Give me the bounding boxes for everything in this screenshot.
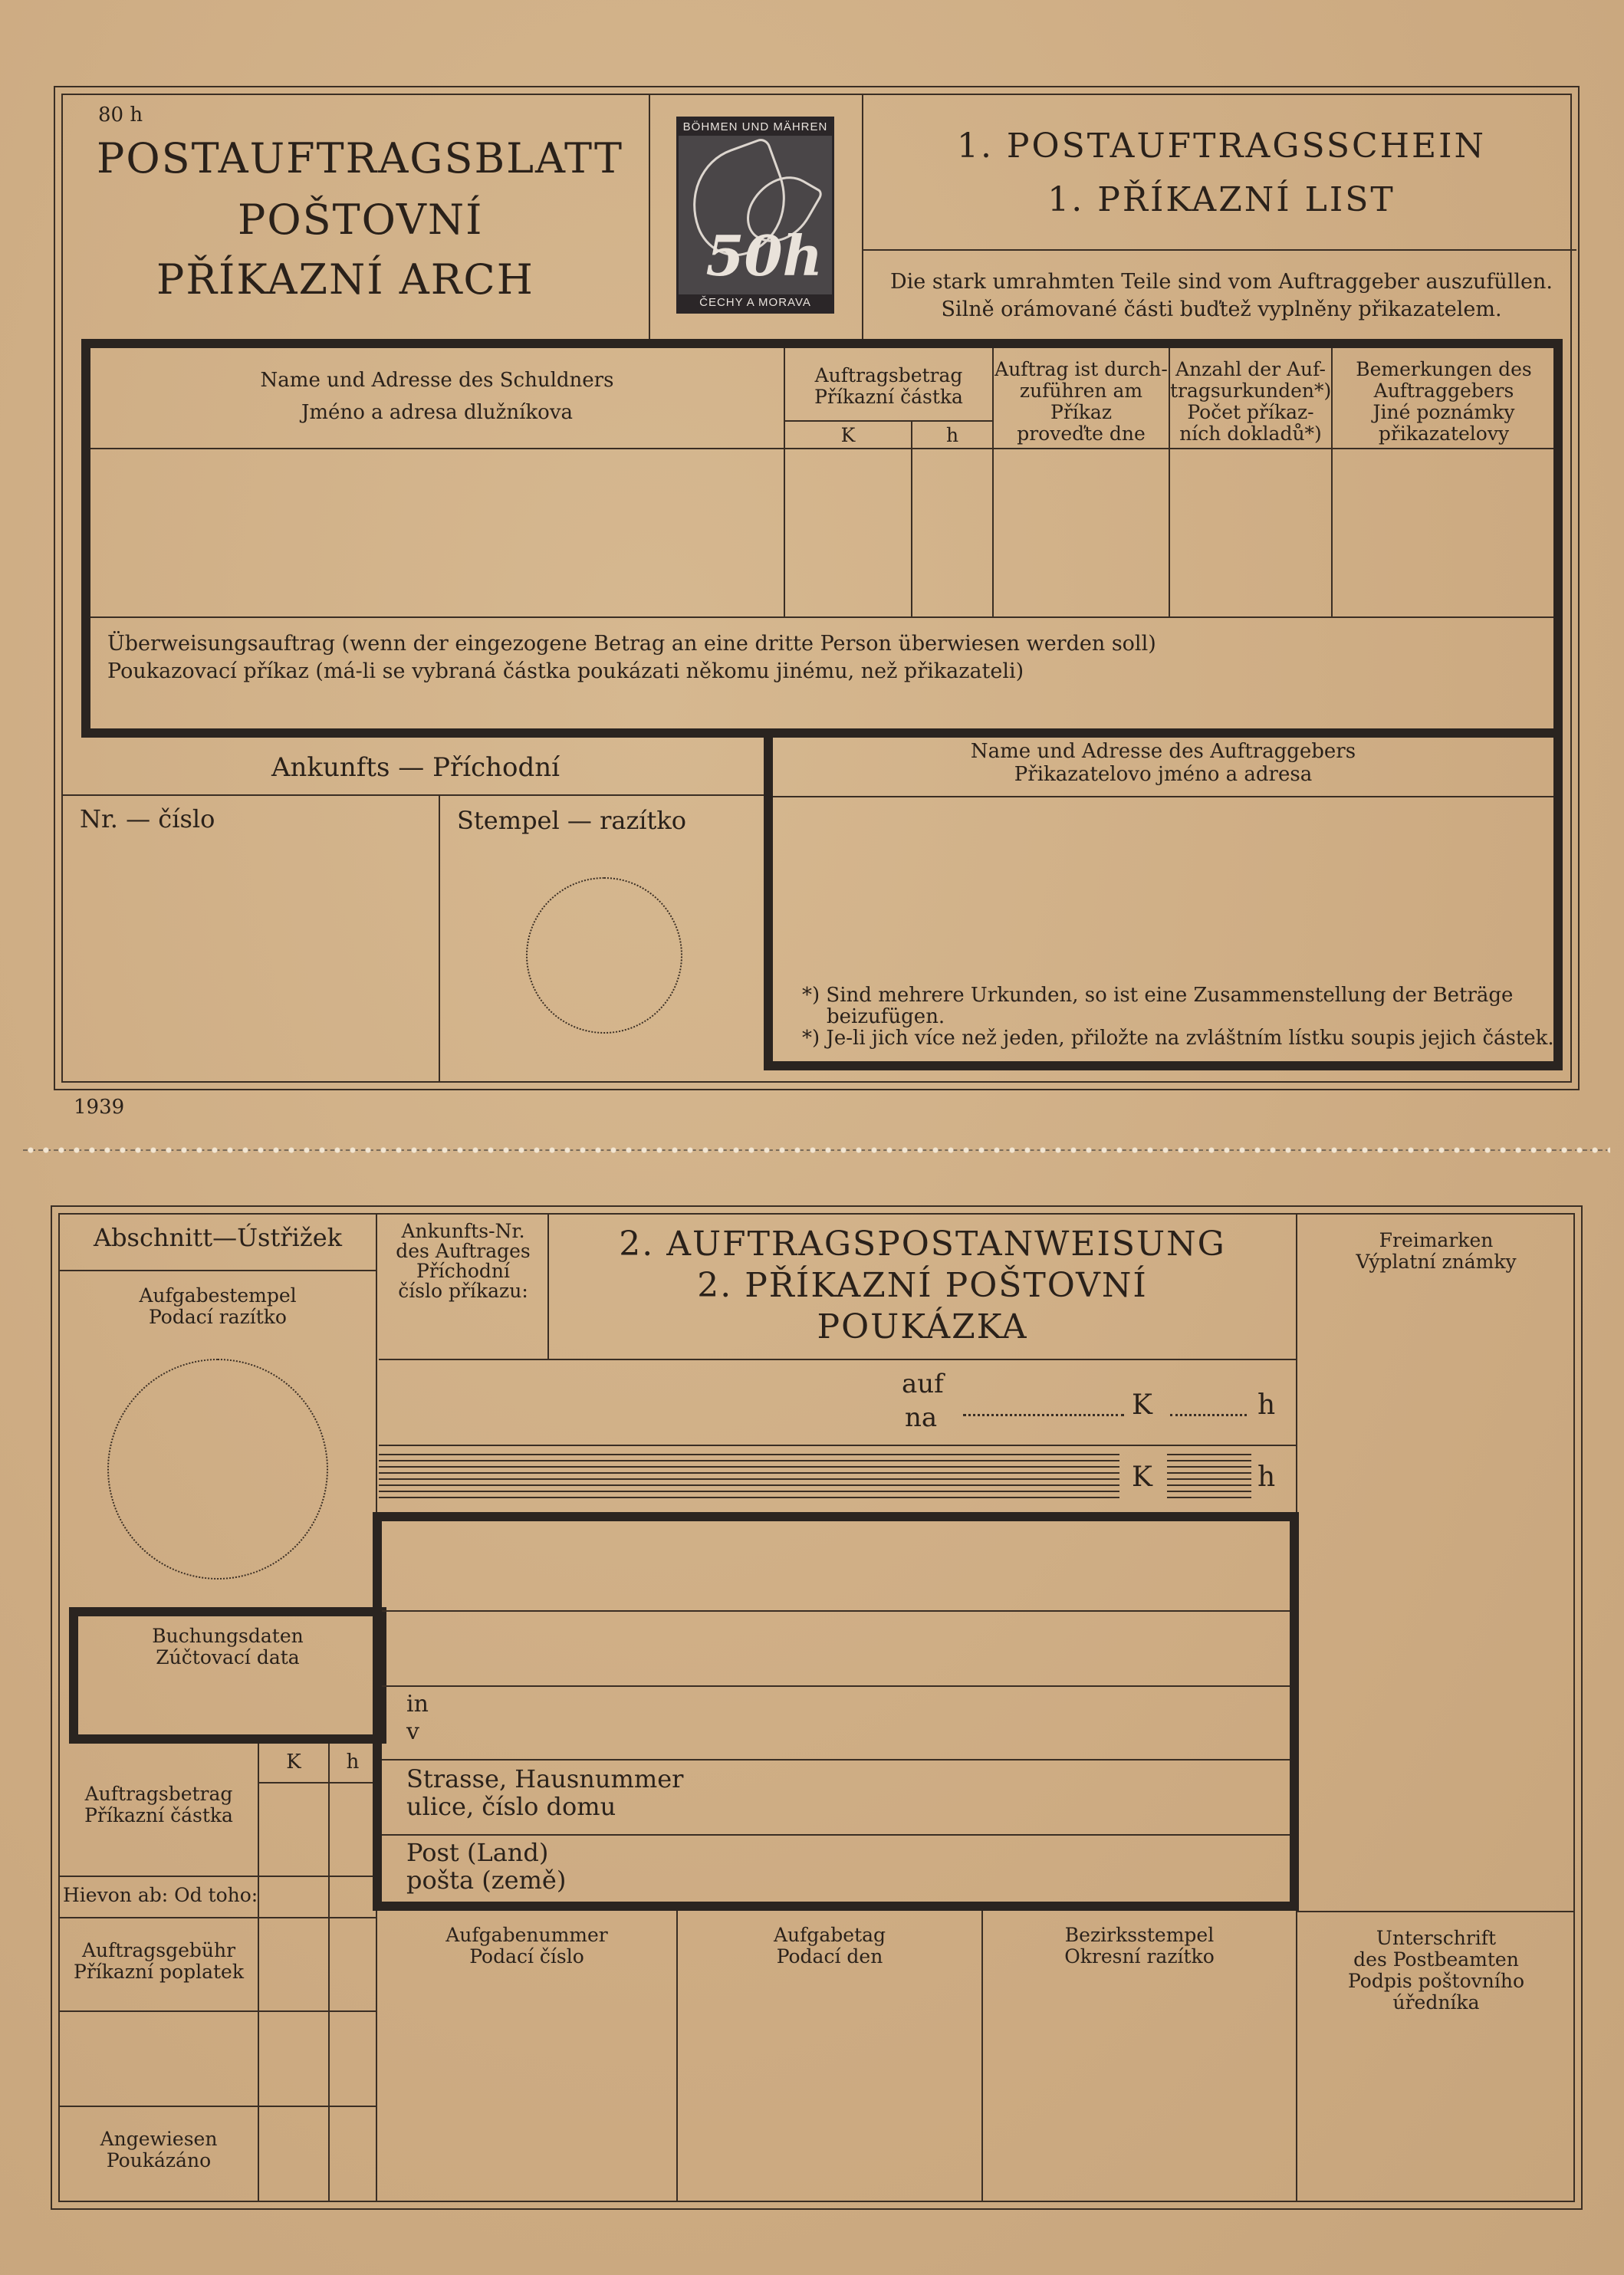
remarks-header-1: Bemerkungen des (1356, 358, 1532, 380)
amount-h-fill (1170, 1414, 1247, 1416)
client-header-de: Name und Adresse des Auftraggebers (970, 740, 1356, 763)
k-column-label: K (286, 1751, 301, 1774)
posting-number-cz: Podací číslo (469, 1945, 584, 1968)
divider (63, 794, 768, 796)
deduction-label: Hievon ab: Od toho: (63, 1884, 258, 1906)
date-header-1: Auftrag ist durch- (994, 358, 1168, 380)
form-title-cz-2: PŘÍKAZNÍ ARCH (156, 255, 534, 304)
divider (60, 1917, 376, 1918)
arrival-heading: Ankunfts — Příchodní (271, 752, 561, 783)
count-header-1: Anzahl der Auf- (1175, 358, 1326, 380)
signature-2: des Postbeamten (1353, 1948, 1519, 1971)
schein-title-de: 1. POSTAUFTRAGSSCHEIN (956, 127, 1487, 166)
na-label: na (905, 1402, 938, 1433)
transfer-order-de: Überweisungsauftrag (wenn der eingezogene Betrag an eine dritte Person überwiesen werden soll) (107, 632, 1156, 656)
divider (1296, 1911, 1573, 1912)
divider (382, 1759, 1290, 1760)
divider (863, 249, 1576, 251)
auf-label: auf (902, 1369, 944, 1399)
stamp-circle-area (526, 877, 682, 1034)
signature-3: Podpis poštovního (1348, 1970, 1524, 1992)
stamp-value: 50h (705, 223, 823, 288)
signature-1: Unterschrift (1376, 1927, 1497, 1949)
divider (439, 794, 440, 1081)
assigned-cz: Poukázáno (106, 2149, 212, 2171)
hatched-h-field (1167, 1454, 1251, 1498)
form-title-cz-1: POŠTOVNÍ (238, 196, 484, 244)
money-order-title-2: 2. PŘÍKAZNÍ POŠTOVNÍ (697, 1266, 1148, 1305)
price-label: 80 h (98, 104, 143, 127)
k-header: K (840, 424, 856, 446)
postage-stamp (676, 117, 834, 314)
instruction-cz: Silně orámované části buďtež vyplněny přikazatelem. (941, 298, 1502, 321)
divider (90, 616, 1553, 618)
form-title-de: POSTAUFTRAGSBLATT (97, 134, 624, 182)
in-label: in (406, 1691, 429, 1718)
divider (382, 1610, 1290, 1612)
date-header-4: proveďte dne (1017, 422, 1146, 445)
posting-day-cz: Podací den (776, 1945, 883, 1968)
divider (60, 2106, 376, 2107)
divider (784, 420, 992, 422)
divider (649, 95, 650, 339)
coupon-amount-de: Auftragsbetrag (84, 1783, 233, 1805)
number-label: Nr. — číslo (80, 804, 215, 833)
transfer-order-cz: Poukazovací příkaz (má-li se vybraná částka poukázati někomu jinému, než přikazateli) (107, 659, 1024, 683)
coupon-amount-cz: Příkazní částka (84, 1804, 233, 1826)
posting-stamp-de: Aufgabestempel (139, 1284, 297, 1307)
stamp-top-text: BÖHMEN UND MÄHREN (679, 119, 832, 136)
remarks-header-2: Auftraggebers (1373, 380, 1514, 402)
district-stamp-cz: Okresní razítko (1064, 1945, 1215, 1968)
divider (258, 1744, 259, 2201)
money-order-title-1: 2. AUFTRAGSPOSTANWEISUNG (619, 1225, 1226, 1264)
k-label-2: K (1132, 1461, 1152, 1493)
order-fee-de: Auftragsgebühr (81, 1939, 236, 1961)
debtor-header-cz: Jméno a adresa dlužníkova (301, 401, 574, 424)
print-year: 1939 (74, 1096, 125, 1119)
k-label: K (1132, 1389, 1152, 1421)
money-order-title-3: POUKÁZKA (817, 1307, 1028, 1346)
divider (60, 1270, 376, 1271)
street-label-cz: ulice, číslo domu (406, 1792, 616, 1821)
arrival-number-3: Příchodní (416, 1260, 511, 1282)
debtor-header-de: Name und Adresse des Schuldners (260, 369, 614, 392)
booking-data-cz: Zúčtovací data (156, 1646, 300, 1668)
v-label: v (406, 1718, 419, 1745)
date-header-3: Příkaz (1050, 401, 1112, 423)
posting-stamp-cz: Podací razítko (149, 1306, 287, 1328)
street-label-de: Strasse, Hausnummer (406, 1764, 684, 1793)
h-label: h (1257, 1389, 1276, 1421)
divider (911, 420, 912, 616)
postage-stamps-cz: Výplatní známky (1356, 1251, 1517, 1273)
footnote-1: *) Sind mehrere Urkunden, so ist eine Zusammenstellung der Beträge (802, 984, 1514, 1007)
divider (379, 1445, 1296, 1446)
stamp-label: Stempel — razítko (457, 806, 687, 835)
count-header-4: ních dokladů*) (1179, 422, 1322, 445)
divider (773, 796, 1553, 797)
instruction-de: Die stark umrahmten Teile sind vom Auftraggeber auszufüllen. (889, 270, 1553, 294)
footnote-2: beizufügen. (827, 1005, 945, 1028)
stamp-bottom-text: ČECHY A MORAVA (679, 294, 832, 311)
posting-day-de: Aufgabetag (773, 1924, 886, 1946)
footnote-3: *) Je-li jich více než jeden, přiložte na zvláštním lístku soupis jejich částek. (802, 1027, 1554, 1050)
date-header-2: zuführen am (1019, 380, 1143, 402)
divider (382, 1834, 1290, 1836)
arrival-number-1: Ankunfts-Nr. (401, 1220, 525, 1242)
amount-header-2: Příkazní částka (814, 386, 963, 408)
district-stamp-de: Bezirksstempel (1064, 1924, 1215, 1946)
post-country-cz: pošta (země) (406, 1866, 567, 1895)
count-header-2: tragsurkunden*) (1170, 380, 1332, 402)
h-header: h (945, 424, 959, 446)
count-header-3: Počet příkaz- (1187, 401, 1314, 423)
divider (382, 1685, 1290, 1687)
perforation-holes (23, 1146, 1610, 1154)
divider (379, 1359, 1296, 1360)
remarks-header-3: Jiné poznámky (1373, 401, 1515, 423)
signature-4: úředníka (1392, 1991, 1480, 2014)
posting-stamp-circle (107, 1359, 328, 1580)
coupon-title: Abschnitt—Ústřižek (93, 1223, 343, 1252)
h-label-2: h (1257, 1461, 1276, 1493)
amount-header-1: Auftragsbetrag (814, 364, 963, 386)
divider (60, 2010, 376, 2012)
order-fee-cz: Příkazní poplatek (74, 1961, 244, 1983)
hatched-amount-field (379, 1454, 1119, 1498)
h-column-label: h (346, 1751, 360, 1774)
divider (328, 1744, 330, 2201)
remarks-header-4: přikazatelovy (1378, 422, 1510, 445)
client-header-cz: Přikazatelovo jméno a adresa (1014, 763, 1313, 786)
assigned-de: Angewiesen (100, 2128, 218, 2150)
amount-words-fill (963, 1414, 1124, 1416)
divider (90, 448, 1553, 449)
postage-stamps-de: Freimarken (1379, 1229, 1494, 1251)
arrival-number-2: des Auftrages (396, 1240, 531, 1262)
post-country-de: Post (Land) (406, 1838, 549, 1867)
arrival-number-4: číslo příkazu: (398, 1280, 528, 1302)
divider (258, 1782, 376, 1784)
divider (60, 1876, 376, 1877)
posting-number-de: Aufgabenummer (445, 1924, 608, 1946)
schein-title-cz: 1. PŘÍKAZNÍ LIST (1047, 180, 1396, 219)
booking-data-de: Buchungsdaten (152, 1625, 304, 1647)
